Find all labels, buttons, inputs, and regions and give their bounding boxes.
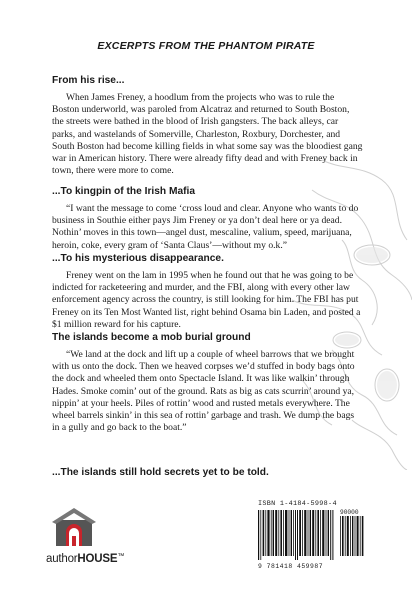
publisher-house: HOUSE [77, 553, 118, 565]
section-text-rise: When James Freney, a hoodlum from the projects who was to rule the Boston underworld, was paroled from Alcatraz and returned to South Boston, the streets were bathed in the blood of Irish gangsters. The back alleys, car parks, and wastelands of Somerville, Charleston, Roxbury, Dorchester, and South Boston had become killing fields in what some say was the bloodiest gang war in American history. There were already fifty dead and with Freney back in town, there were more to come. [52, 92, 363, 177]
barcode-number: 9 781418 459987 [258, 563, 324, 570]
section-heading-disappearance: ...To his mysterious disappearance. [52, 253, 224, 264]
section-heading-secrets: ...The islands still hold secrets yet to be told. [52, 467, 269, 478]
section-text-disappearance: Freney went on the lam in 1995 when he found out that he was going to be indicted for racketeering and murder, and the FBI, along with every other law enforcement agency across the country, is still looking for him. The FBI has put Freney on its Ten Most Wanted list, right behind Osama bin Laden, and posted a $1 million reward for his capture. [52, 270, 361, 330]
house-icon [52, 508, 96, 546]
section-text-islands: “We land at the dock and lift up a couple of wheel barrows that we brought with us onto the dock. Then we heaved corpses we’d stuffed in body bags onto the dock and wheeled them onto Spectacle Island. It was like walkin’ through Hades. Smoke comin’ out of the ground. Rats as big as cats scurrin’ around ya, nippin’ at your heels. Piles of rottin’ wood and rusted metals everywhere. The wheel barrels sinkin’ in this sea of rottin’ garbage and trash. We dump the bags in a gully and go back to the boat.” [52, 349, 355, 434]
price-code: 90000 [340, 509, 359, 516]
publisher-prefix: author [46, 553, 78, 565]
section-heading-rise: From his rise... [52, 75, 125, 86]
isbn-label: ISBN 1-4184-5998-4 [258, 500, 337, 508]
trademark-symbol: ™ [117, 553, 125, 560]
publisher-name [46, 553, 124, 565]
section-heading-islands: The islands become a mob burial ground [52, 332, 251, 343]
section-heading-kingpin: ...To kingpin of the Irish Mafia [52, 186, 196, 197]
page-title: EXCERPTS FROM THE PHANTOM PIRATE [97, 40, 315, 52]
section-text-kingpin: “I want the message to come ‘cross loud and clear. Anyone who wants to do business in Southie either pays Jim Freney or ya don’t deal here or ya dead. Nothin’ moves in this town—angel dust, mescaline, valium, speed, marijuana, heroin, coke, every gram of ‘Santa Claus’—without my o.k.” [52, 203, 359, 251]
